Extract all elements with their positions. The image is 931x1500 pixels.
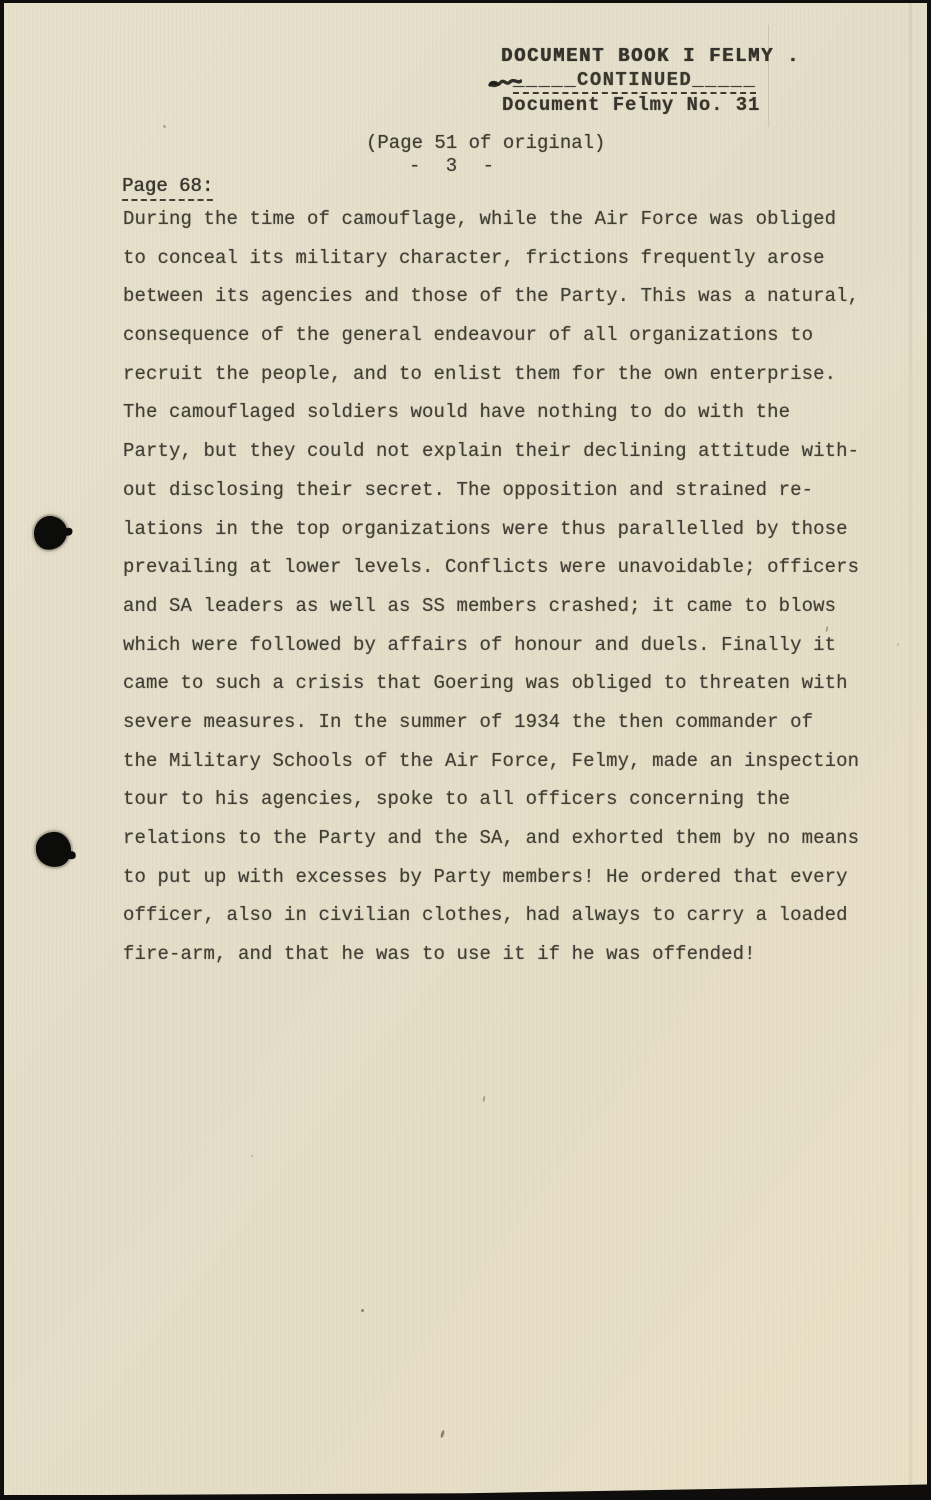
punch-hole-bottom [34,830,72,868]
body-line: The camouflaged soldiers would have nothing to do with the [123,401,791,424]
paper-speck [482,1096,485,1102]
body-line: prevailing at lower levels. Conflicts were unavoidable; officers [123,556,860,579]
section-label: Page 68: [122,177,213,201]
continued-line [513,71,756,90]
body-line: severe measures. In the summer of 1934 the then commander of [123,710,814,733]
page-number: - 3 - [409,155,502,177]
body-line: Party, but they could not explain their declining attitude with- [123,440,860,463]
body-line: fire-arm, and that he was to use it if he was offended! [123,943,756,966]
paper-speck [361,1309,364,1312]
document-book-title: DOCUMENT BOOK I FELMY . [501,45,801,67]
body-line: lations in the top organizations were thus parallelled by those [123,517,848,540]
document-number: Document Felmy No. 31 [502,94,761,116]
body-line: the Military Schools of the Air Force, Felmy, made an inspection [123,749,860,772]
paper-crease [768,25,769,127]
continued-label: CONTINUED [577,69,693,91]
continued-underscores-right: _____ [692,69,757,91]
body-line: recruit the people, and to enlist them for the own enterprise. [123,362,837,385]
body-line: During the time of camouflage, while the Air Force was obliged [123,208,837,230]
paper-speck [251,1155,253,1157]
original-page-reference: (Page 51 of original) [366,132,606,154]
body-line: relations to the Party and the SA, and exhorted them by no means [123,827,860,849]
paper-crease [909,3,912,1495]
body-line: out disclosing their secret. The opposition and strained re- [123,478,814,501]
body-line: to put up with excesses by Party members! He ordered that every [123,865,848,888]
paper-speck [440,1430,445,1439]
body-line: between its agencies and those of the Party. This was a natural, [123,285,860,308]
body-line: officer, also in civilian clothes, had always to carry a loaded [123,904,848,927]
paper-sheet [4,3,927,1495]
body-text [123,208,893,982]
body-line: and SA leaders as well as SS members crashed; it came to blows [123,594,837,617]
paper-speck [897,643,899,646]
body-line: tour to his agencies, spoke to all officers concerning the [123,788,791,811]
body-line: which were followed by affairs of honour and duels. Finally it [123,633,837,656]
paper-speck [163,125,166,128]
body-line: came to such a crisis that Goering was obliged to threaten with [123,672,848,695]
continued-underscores-left: _____ [513,69,578,91]
punch-hole-top [32,514,70,553]
body-line: consequence of the general endeavour of all organizations to [123,324,814,347]
body-line: to conceal its military character, frictions frequently arose [123,246,825,269]
